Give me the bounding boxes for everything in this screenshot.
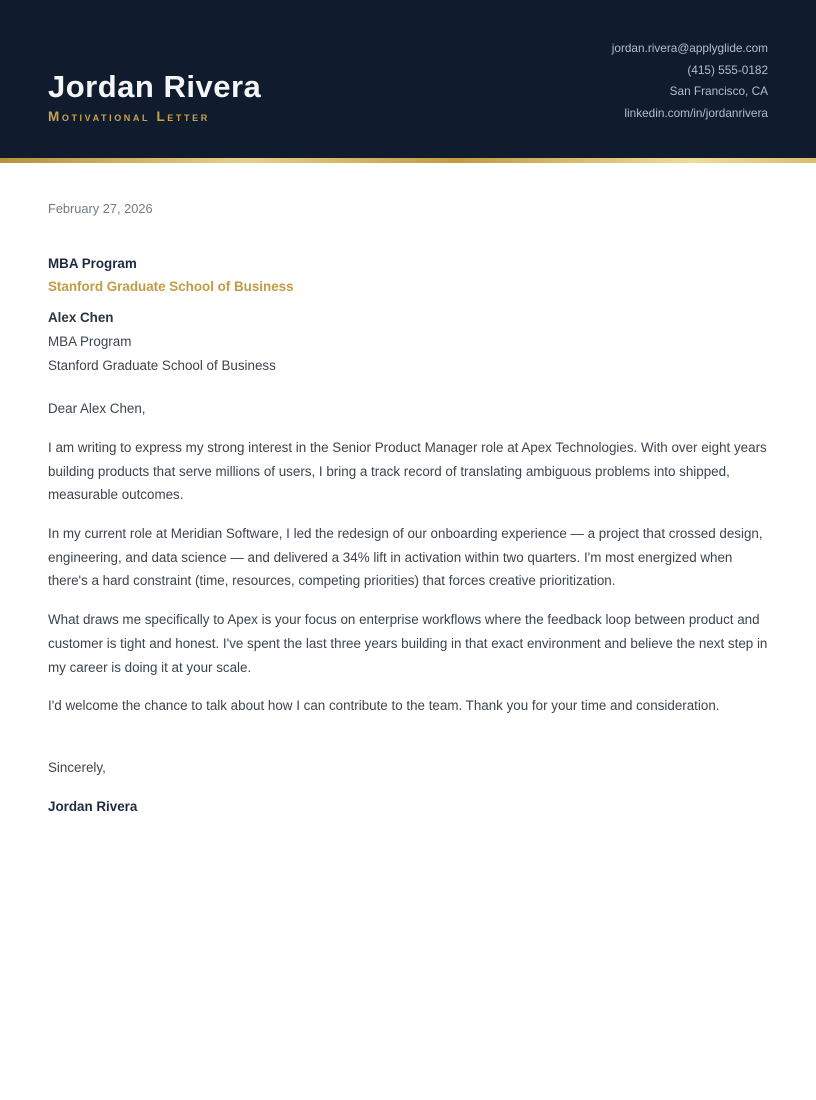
body-paragraph: I'd welcome the chance to talk about how I can contribute to the team. Thank you for your time and consideration. — [48, 698, 720, 714]
body-paragraph: In my current role at Meridian Software, I led the redesign of our onboarding experience — a project that crossed design, engineering, and data science — and delivered a 34% lift in activation within two quarters. I'm most energized when there's a hard constraint (time, resources, competing priorities) that forces creative prioritization. — [48, 526, 763, 589]
body-paragraph: I am writing to express my strong interest in the Senior Product Manager role at Apex Technologies. With over eight years building products that serve millions of users, I bring a track record of translating ambiguous problems into shipped, measurable outcomes. — [48, 439, 767, 503]
recipient-program: MBA Program — [48, 255, 137, 271]
header-identity — [48, 0, 261, 158]
contact-phone: (415) 555-0182 — [687, 62, 768, 77]
contact-block — [612, 0, 768, 158]
recipient-block — [48, 252, 768, 378]
body-paragraph: What draws me specifically to Apex is your focus on enterprise workflows where the feedback loop between product and customer is tight and honest. I've spent the last three years building in that exact environment and believe the next step in my career is doing it at your scale. — [48, 612, 768, 675]
letter-date: February 27, 2026 — [48, 201, 153, 216]
salutation: Dear Alex Chen, — [48, 401, 146, 417]
document-subtitle: Motivational Letter — [48, 109, 210, 125]
closing: Sincerely, — [48, 759, 106, 775]
signature-name: Jordan Rivera — [48, 798, 138, 814]
recipient-contact-role: MBA Program — [48, 333, 132, 349]
recipient-contact-org: Stanford Graduate School of Business — [48, 357, 276, 373]
recipient-school: Stanford Graduate School of Business — [48, 279, 294, 295]
contact-location: San Francisco, CA — [669, 84, 768, 98]
contact-email: jordan.rivera@applyglide.com — [611, 41, 768, 55]
applicant-name: Jordan Rivera — [48, 69, 262, 104]
letter-body — [0, 163, 816, 818]
recipient-contact-name: Alex Chen — [48, 310, 114, 326]
letter-header — [0, 0, 816, 158]
contact-linkedin: linkedin.com/in/jordanrivera — [624, 105, 768, 120]
